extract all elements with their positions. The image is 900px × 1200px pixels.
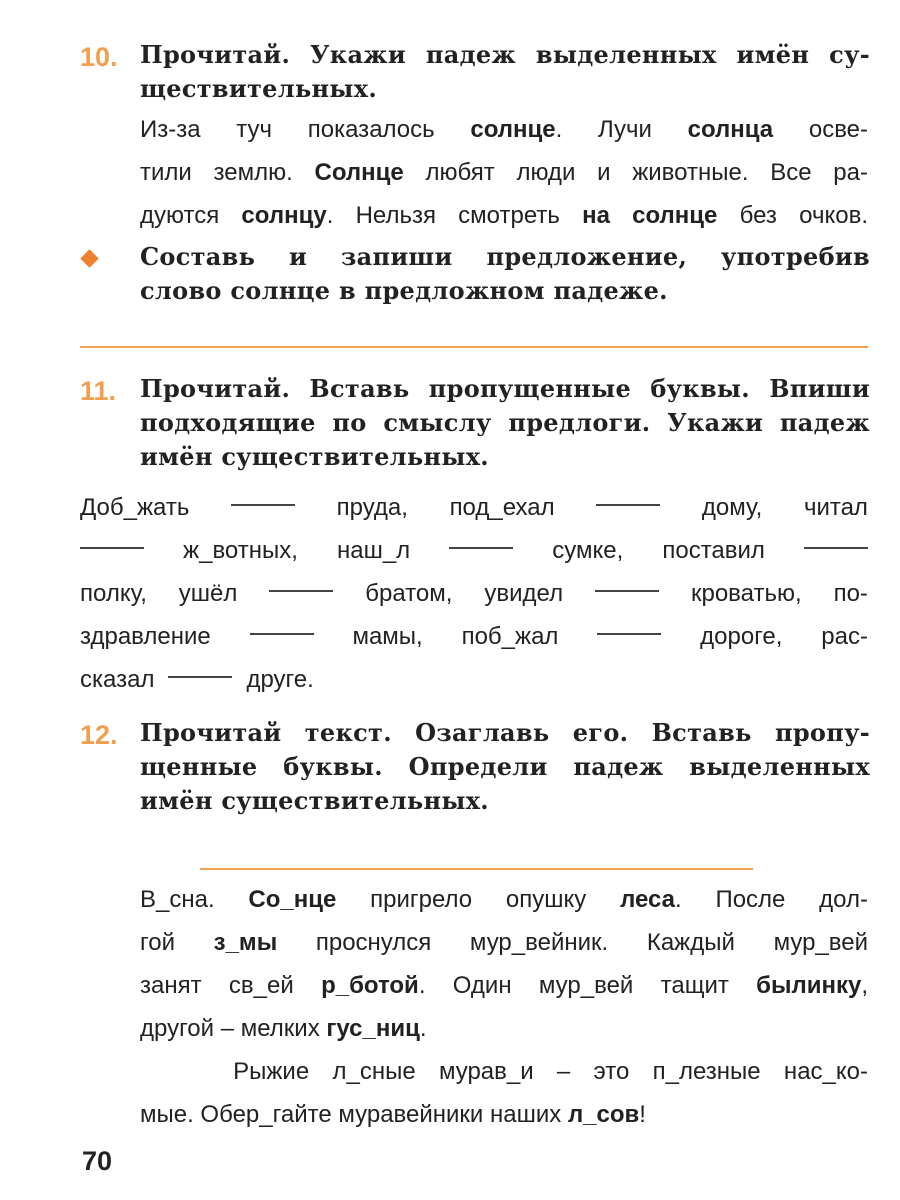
text-line: дуются солнцу. Нельзя смотреть на солнце без очков. bbox=[140, 202, 868, 229]
bold-word: р_ботой bbox=[321, 972, 419, 999]
task-line: щенные буквы. Определи падеж выделенных bbox=[140, 752, 870, 781]
exercise-10-text bbox=[140, 108, 868, 237]
word: увидел bbox=[484, 580, 564, 607]
task-line: имён существительных. bbox=[140, 786, 489, 815]
bold-word: солнцу bbox=[241, 202, 327, 229]
word: под_ехал bbox=[449, 494, 555, 521]
word: наш_л bbox=[336, 537, 411, 564]
word: сумке, bbox=[552, 537, 624, 564]
text-line bbox=[80, 615, 868, 658]
bold-word: гус_ниц bbox=[326, 1015, 420, 1042]
text-line bbox=[80, 572, 868, 615]
exercise-10-subtask bbox=[140, 240, 870, 308]
word: ж_вотных, bbox=[183, 537, 298, 564]
text-line: Рыжие л_сные мурав_и – это п_лезные нас_ко- bbox=[140, 1058, 868, 1085]
answer-line[interactable] bbox=[80, 346, 868, 348]
bold-word: Солнце bbox=[314, 159, 404, 186]
bold-word: солнце bbox=[470, 116, 556, 143]
word: дому, bbox=[701, 494, 763, 521]
bold-word: Со_нце bbox=[248, 886, 337, 913]
word: ушёл bbox=[178, 580, 238, 607]
word: сказал bbox=[80, 666, 155, 693]
task-line: Прочитай. Вставь пропущенные буквы. Впиши bbox=[140, 374, 870, 403]
exercise-11-text bbox=[80, 486, 868, 701]
word: братом, bbox=[365, 580, 453, 607]
exercise-11-task bbox=[140, 372, 870, 474]
word: рас- bbox=[821, 623, 868, 650]
bold-word: л_сов bbox=[567, 1101, 640, 1128]
word: читал bbox=[803, 494, 868, 521]
word: поб_жал bbox=[461, 623, 559, 650]
preposition-blank[interactable] bbox=[804, 529, 868, 549]
text-line: Из-за туч показалось солнце. Лучи солнца осве- bbox=[140, 116, 869, 143]
exercise-number-11: 11. bbox=[80, 376, 117, 406]
exercise-10-task bbox=[140, 38, 870, 106]
word: по- bbox=[833, 580, 868, 607]
exercise-number-12: 12. bbox=[80, 720, 118, 750]
preposition-blank[interactable] bbox=[596, 486, 660, 506]
text-line: Составь и запиши предложение, употребив bbox=[140, 242, 870, 271]
bold-word: з_мы bbox=[213, 929, 278, 956]
preposition-blank[interactable] bbox=[449, 529, 513, 549]
preposition-blank[interactable] bbox=[231, 486, 295, 506]
text-line: В_сна. Со_нце пригрело опушку леса. После дол- bbox=[140, 886, 868, 913]
word: друге. bbox=[246, 666, 314, 693]
word: здравление bbox=[80, 623, 211, 650]
bold-word: солнце bbox=[230, 276, 331, 305]
word: полку, bbox=[80, 580, 147, 607]
bold-word: былинку bbox=[756, 972, 862, 999]
word: мамы, bbox=[352, 623, 423, 650]
task-line: Прочитай текст. Озаглавь его. Вставь пропу- bbox=[140, 718, 870, 747]
preposition-blank[interactable] bbox=[595, 572, 659, 592]
preposition-blank[interactable] bbox=[269, 572, 333, 592]
text-line: слово солнце в предложном падеже. bbox=[140, 276, 668, 305]
page-number: 70 bbox=[82, 1146, 113, 1176]
preposition-blank[interactable] bbox=[168, 658, 232, 678]
word: поставил bbox=[662, 537, 765, 564]
word: кроватью, bbox=[690, 580, 802, 607]
preposition-blank[interactable] bbox=[80, 529, 144, 549]
text-line: тили землю. Солнце любят люди и животные. Все ра- bbox=[140, 159, 868, 186]
text-line: мые. Обер_гайте муравейники наших л_сов! bbox=[140, 1101, 646, 1128]
task-line: ществительных. bbox=[140, 74, 378, 103]
preposition-blank[interactable] bbox=[597, 615, 661, 635]
text-line: другой – мелких гус_ниц. bbox=[140, 1015, 427, 1042]
exercise-12-text bbox=[140, 878, 868, 1136]
text-line: занят св_ей р_ботой. Один мур_вей тащит былинку, bbox=[140, 972, 869, 999]
task-line: подходящие по смыслу предлоги. Укажи падеж bbox=[140, 408, 870, 437]
diamond-bullet-icon bbox=[80, 249, 98, 267]
bold-word: на солнце bbox=[582, 202, 718, 229]
text-line: гой з_мы проснулся мур_вейник. Каждый мур_вей bbox=[140, 929, 868, 956]
text-line bbox=[80, 486, 868, 529]
word: дороге, bbox=[700, 623, 783, 650]
title-answer-line[interactable] bbox=[200, 868, 753, 870]
word: Доб_жать bbox=[80, 494, 190, 521]
bold-word: солнца bbox=[687, 116, 774, 143]
preposition-blank[interactable] bbox=[250, 615, 314, 635]
exercise-12-task bbox=[140, 716, 870, 818]
exercise-number-10: 10. bbox=[80, 42, 118, 72]
word: пруда, bbox=[336, 494, 408, 521]
task-line: имён существительных. bbox=[140, 442, 489, 471]
text-line bbox=[80, 529, 868, 572]
bold-word: леса bbox=[620, 886, 676, 913]
text-line bbox=[80, 658, 868, 701]
task-line: Прочитай. Укажи падеж выделенных имён су- bbox=[140, 40, 870, 69]
